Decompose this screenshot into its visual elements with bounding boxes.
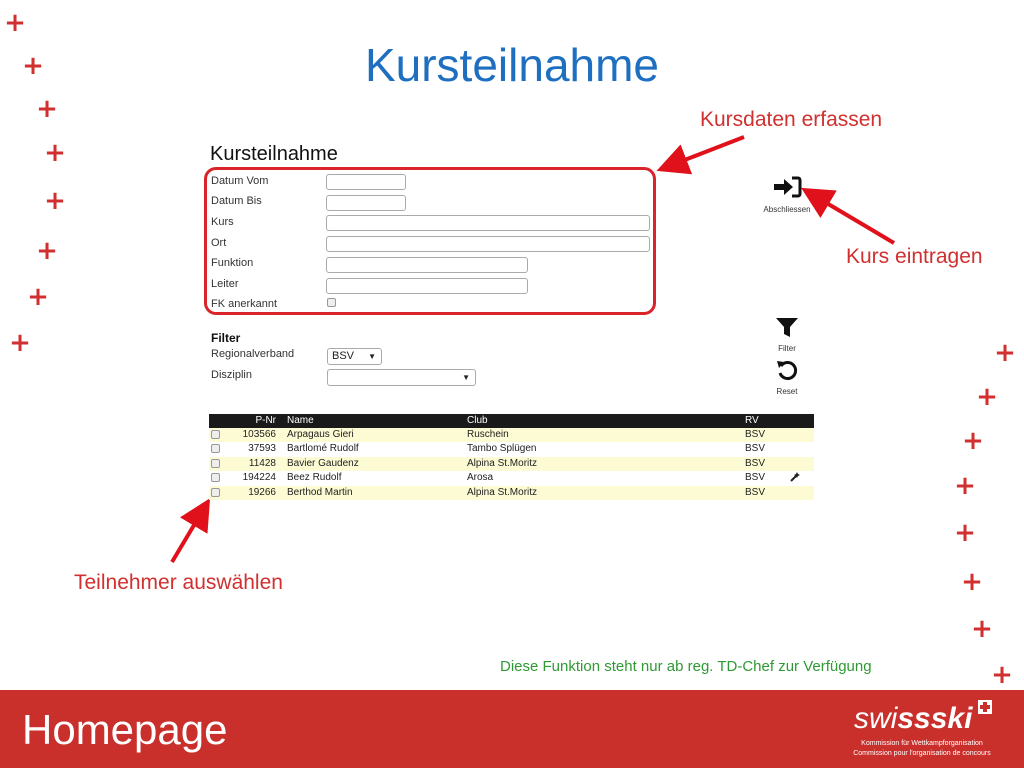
plus-icon: + <box>954 471 976 501</box>
funktion-label: Funktion <box>211 257 254 269</box>
plus-icon: + <box>44 186 66 216</box>
plus-icon: + <box>36 94 58 124</box>
cell-pnr: 11428 <box>248 457 276 469</box>
filter-label: Filter <box>778 344 796 353</box>
datum-vom-input[interactable] <box>326 174 406 190</box>
arrow-kursdaten <box>664 137 744 168</box>
table-row[interactable] <box>209 428 814 442</box>
leiter-label: Leiter <box>211 278 239 290</box>
cell-rv: BSV <box>745 457 766 469</box>
plus-icon: + <box>976 382 998 412</box>
chevron-down-icon: ▼ <box>462 373 470 382</box>
header-club: Club <box>467 415 488 426</box>
kurs-input[interactable] <box>326 215 650 231</box>
kurs-label: Kurs <box>211 216 234 228</box>
participants-table <box>209 414 814 500</box>
cell-rv: BSV <box>745 443 766 455</box>
table-row[interactable] <box>209 486 814 500</box>
plus-icon: + <box>954 518 976 548</box>
plus-icon: + <box>961 567 983 597</box>
header-name: Name <box>287 415 314 426</box>
footer-title: Homepage <box>22 706 228 753</box>
ort-label: Ort <box>211 237 227 249</box>
cell-pnr: 194224 <box>242 472 276 484</box>
slide-title: Kursteilnahme <box>364 39 660 91</box>
regionalverband-select[interactable] <box>327 348 382 365</box>
filter-icon <box>775 317 799 339</box>
reset-button[interactable] <box>775 358 799 382</box>
datum-bis-label: Datum Bis <box>211 195 262 207</box>
logo-line-2: Commission pour l'organisation de concours <box>853 750 991 757</box>
datum-vom-label: Datum Vom <box>211 175 269 187</box>
cell-club: Ruschein <box>467 429 509 440</box>
table-header <box>209 414 814 428</box>
disziplin-select[interactable] <box>327 369 476 386</box>
cell-name: Bavier Gaudenz <box>287 457 359 469</box>
plus-icon: + <box>27 282 49 312</box>
undo-icon <box>775 358 799 382</box>
cell-club: Alpina St.Moritz <box>467 486 538 498</box>
plus-icon: + <box>971 614 993 644</box>
table-row[interactable] <box>209 457 814 471</box>
annotation-kursdaten: Kursdaten erfassen <box>700 108 883 131</box>
svg-text:swissski: swissski <box>854 702 973 735</box>
plus-icon: + <box>991 660 1013 690</box>
plus-icon: + <box>994 338 1016 368</box>
cell-club: Arosa <box>467 472 494 484</box>
annotation-teilnehmer: Teilnehmer auswählen <box>74 571 283 594</box>
header-pnr: P-Nr <box>255 415 276 426</box>
edit-wand-icon[interactable] <box>789 471 801 486</box>
fk-anerkannt-label: FK anerkannt <box>211 298 278 310</box>
plus-icon: + <box>9 328 31 358</box>
cell-name: Beez Rudolf <box>287 472 342 484</box>
arrow-teilnehmer <box>172 505 206 562</box>
plus-icon: + <box>44 138 66 168</box>
cell-name: Arpagaus Gieri <box>287 429 354 440</box>
regionalverband-value: BSV <box>332 350 355 362</box>
cell-pnr: 19266 <box>248 486 276 498</box>
cell-rv: BSV <box>745 486 766 498</box>
permission-note: Diese Funktion steht nur ab reg. TD-Chef zur Verfügung <box>500 658 872 675</box>
chevron-down-icon: ▼ <box>368 352 376 361</box>
disziplin-label: Disziplin <box>211 369 252 381</box>
cell-pnr: 103566 <box>242 429 276 440</box>
leiter-input[interactable] <box>326 278 528 294</box>
plus-icon: + <box>22 51 44 81</box>
header-rv: RV <box>745 415 759 426</box>
abschliessen-label: Abschliessen <box>763 205 811 214</box>
plus-icon: + <box>4 8 26 38</box>
cell-club: Tambo Splügen <box>467 443 537 455</box>
sign-in-icon <box>768 175 808 199</box>
table-row[interactable] <box>209 442 814 456</box>
cell-rv: BSV <box>745 429 766 440</box>
plus-icon: + <box>36 236 58 266</box>
table-row[interactable] <box>209 471 814 485</box>
arrow-kurs-eintragen <box>808 192 894 243</box>
reset-label: Reset <box>776 387 798 396</box>
datum-bis-input[interactable] <box>326 195 406 211</box>
fk-anerkannt-checkbox[interactable] <box>327 298 336 307</box>
filter-title: Filter <box>211 331 241 345</box>
cell-club: Alpina St.Moritz <box>467 457 538 469</box>
annotation-kurs-eintragen: Kurs eintragen <box>846 245 983 268</box>
cell-rv: BSV <box>745 472 766 484</box>
ort-input[interactable] <box>326 236 650 252</box>
logo-subtitle <box>852 739 992 759</box>
swissski-logo <box>850 698 1000 738</box>
regionalverband-label: Regionalverband <box>211 348 295 360</box>
form-title: Kursteilnahme <box>210 143 338 165</box>
cell-name: Bartlomé Rudolf <box>287 443 359 455</box>
funktion-input[interactable] <box>326 257 528 273</box>
logo-line-1: Kommission für Wettkampforganisation <box>861 740 983 747</box>
abschliessen-button[interactable] <box>768 175 808 199</box>
cell-name: Berthod Martin <box>287 486 353 498</box>
swissski-logo-graphic <box>850 698 1000 738</box>
filter-button[interactable] <box>775 317 799 339</box>
plus-icon: + <box>962 426 984 456</box>
cell-pnr: 37593 <box>248 443 276 455</box>
